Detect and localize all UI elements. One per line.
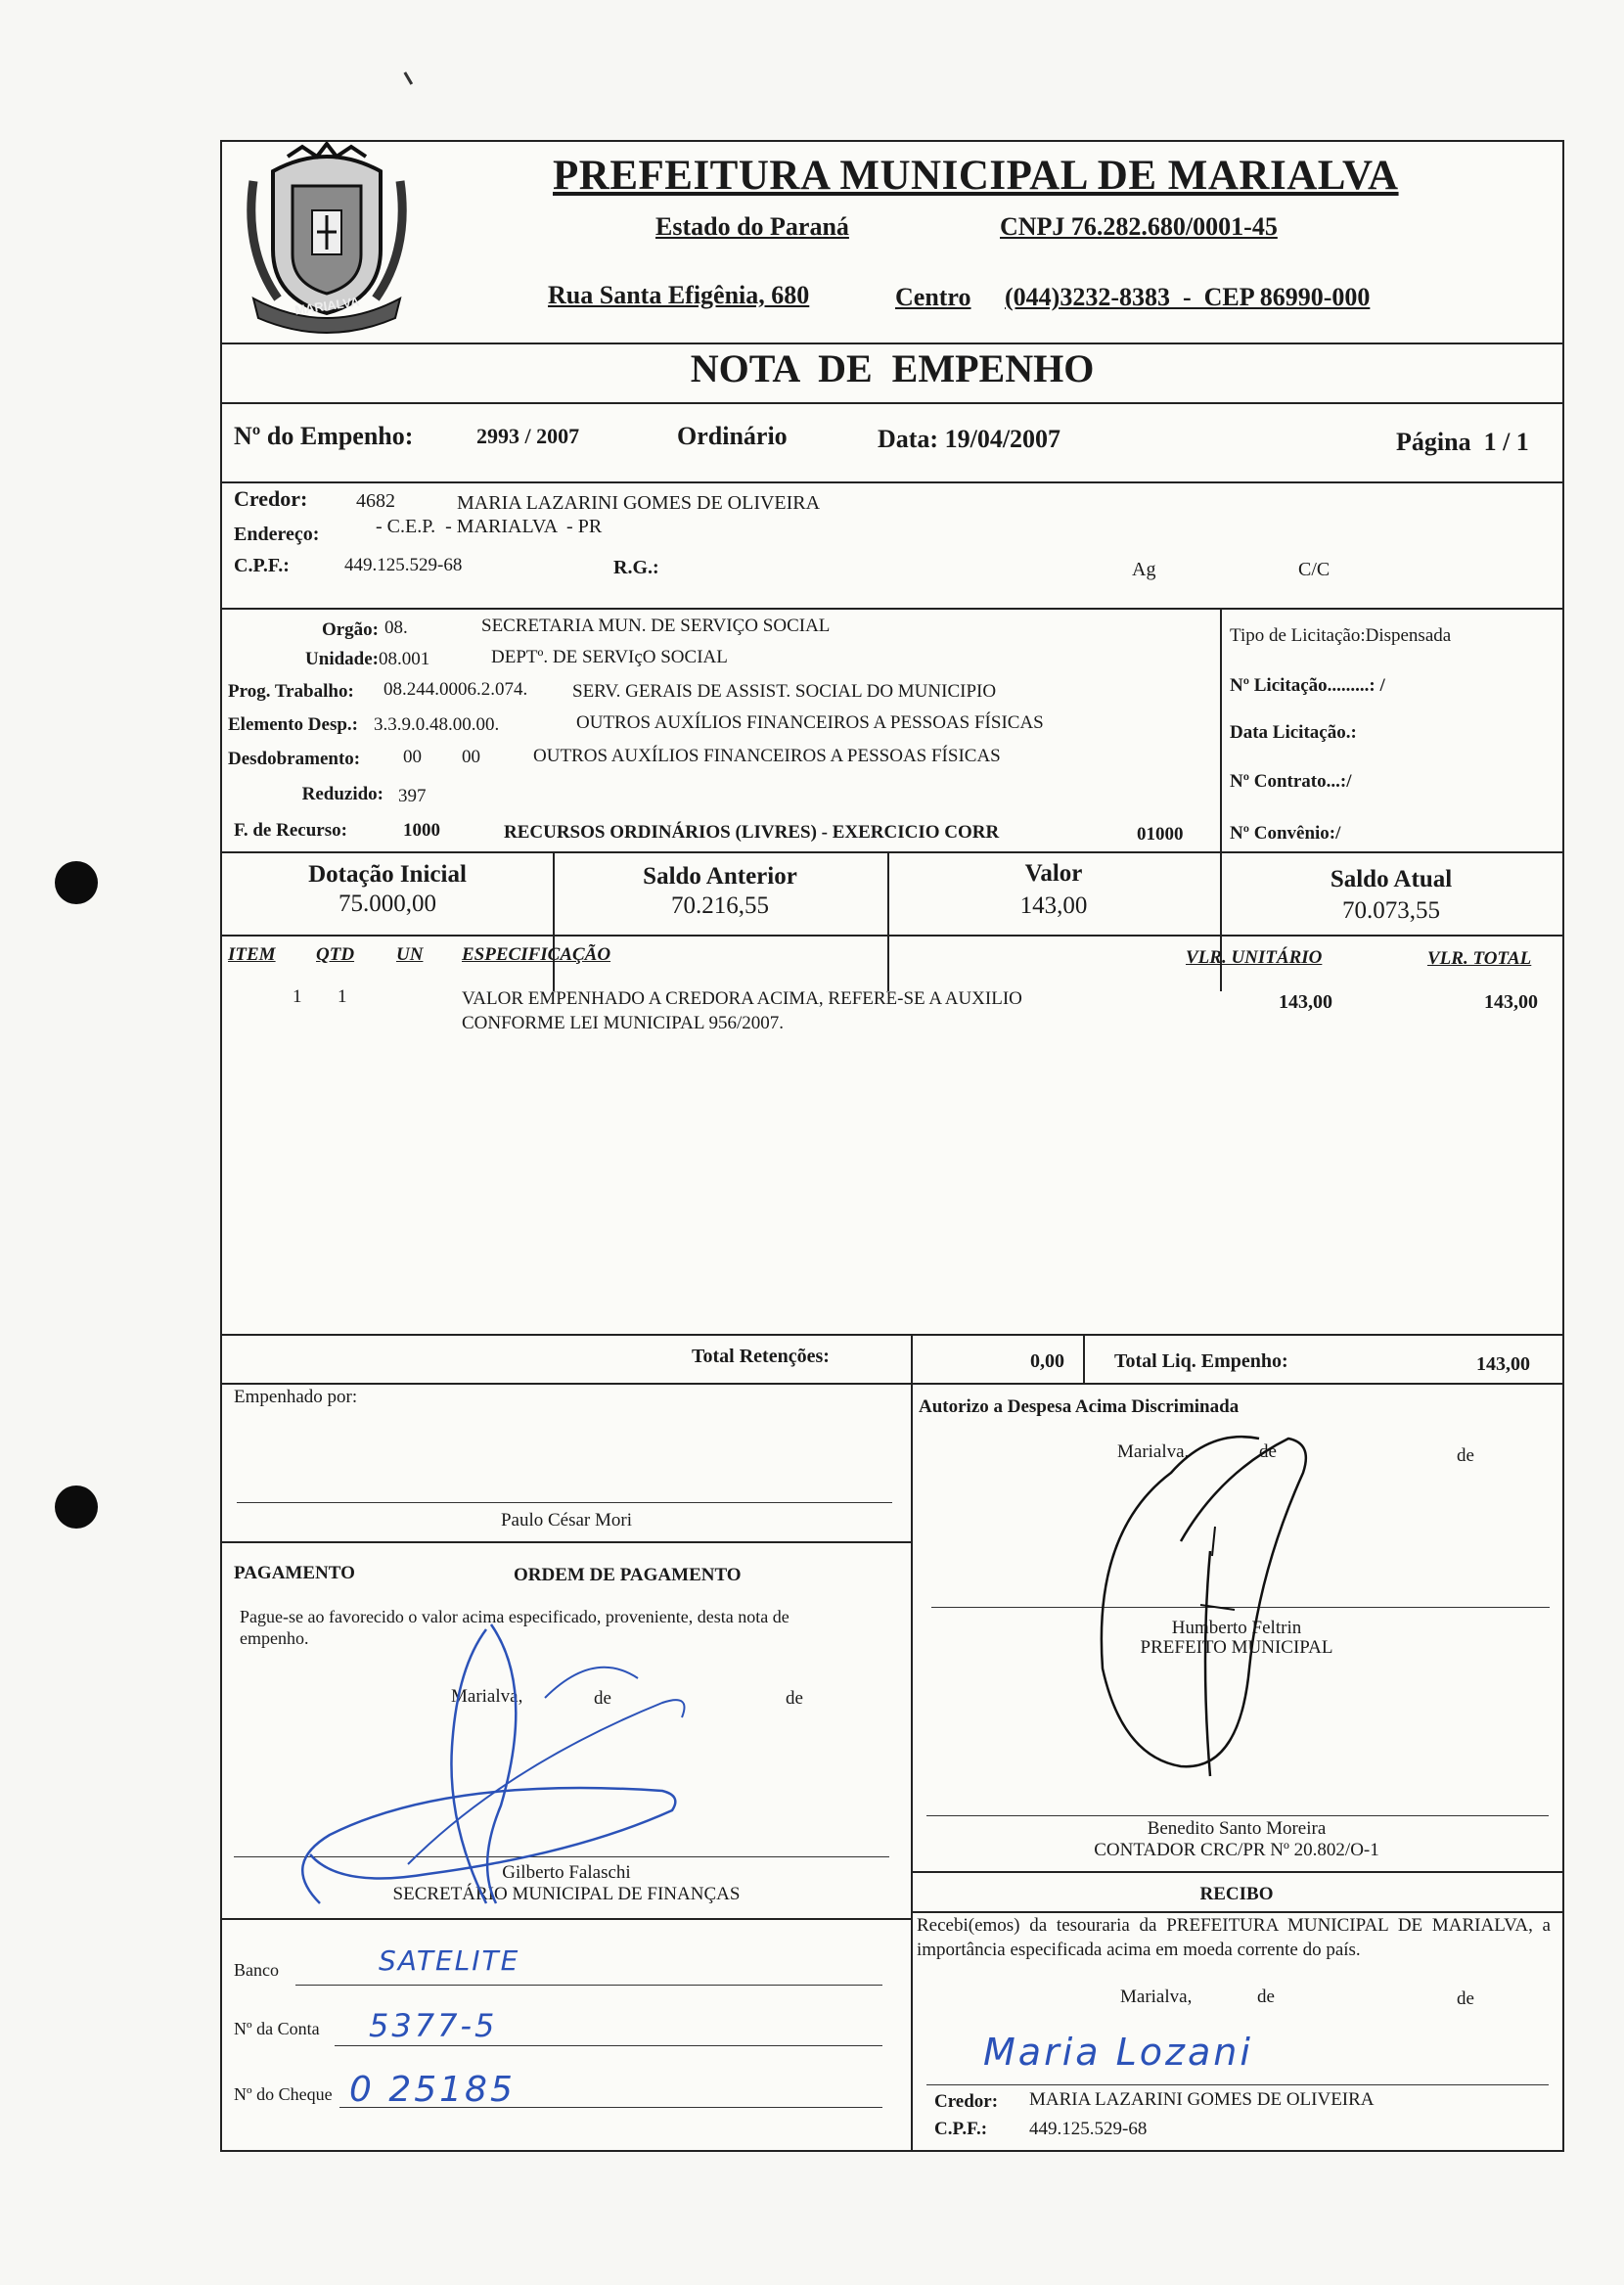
col-vlr-unitario: VLR. UNITÁRIO: [1186, 947, 1323, 968]
reduzido-label: Reduzido:: [301, 784, 383, 804]
col-vlr-total: VLR. TOTAL: [1427, 948, 1532, 969]
contador-name: Benedito Santo Moreira: [1147, 1818, 1327, 1839]
col-un: UN: [396, 944, 424, 965]
ag-label: Ag: [1132, 559, 1156, 580]
empenhado-por-name: Paulo César Mori: [500, 1510, 633, 1531]
numero-licitacao: Nº Licitação.........: /: [1230, 675, 1385, 696]
item-number: 1: [293, 986, 302, 1007]
ordem-pagamento-title: ORDEM DE PAGAMENTO: [514, 1565, 742, 1585]
prog-trabalho-value: 08.244.0006.2.074.: [383, 679, 528, 700]
prog-trabalho-desc: SERV. GERAIS DE ASSIST. SOCIAL DO MUNICIPIO: [572, 681, 997, 702]
saldo-atual-label: Saldo Atual: [1330, 866, 1453, 892]
unidade-label: Unidade:: [305, 649, 379, 669]
valor-label: Valor: [1024, 860, 1083, 887]
item-desc-line1: VALOR EMPENHADO A CREDORA ACIMA, REFERE-SE A AUXILIO: [462, 988, 1022, 1009]
nota-de-empenho-form: [220, 140, 1564, 2152]
unidade-value: 08.001: [379, 649, 430, 669]
recurso-label: F. de Recurso:: [234, 820, 347, 841]
header-state: Estado do Paraná: [655, 212, 849, 241]
item-desc-line2: CONFORME LEI MUNICIPAL 956/2007.: [462, 1013, 785, 1033]
cheque-value: 0 25185: [349, 2070, 516, 2110]
credor-code: 4682: [356, 490, 395, 512]
recurso-desc: RECURSOS ORDINÁRIOS (LIVRES) - EXERCICIO CORR: [504, 822, 1000, 843]
numero-contrato: Nº Contrato...:/: [1230, 771, 1352, 792]
autorizo-de-2: de: [1457, 1445, 1474, 1466]
recurso-code: 01000: [1137, 824, 1184, 845]
total-liquido-label: Total Liq. Empenho:: [1114, 1350, 1288, 1372]
orgao-label: Orgão:: [321, 619, 379, 640]
header-phone-cep: (044)3232-8383 - CEP 86990-000: [1005, 283, 1371, 311]
recibo-de-2: de: [1457, 1988, 1474, 2009]
punch-hole-top: [55, 861, 98, 904]
cpf-value: 449.125.529-68: [344, 555, 463, 575]
punch-hole-bottom: [55, 1485, 98, 1529]
recibo-city: Marialva,: [1120, 1987, 1193, 2007]
data-licitacao: Data Licitação.:: [1230, 722, 1357, 743]
pagamento-label: PAGAMENTO: [234, 1563, 355, 1583]
credor-label: Credor:: [234, 486, 308, 511]
col-item: ITEM: [228, 944, 276, 965]
autorizo-city: Marialva,: [1117, 1441, 1190, 1462]
conta-value: 5377-5: [369, 2007, 498, 2044]
tipo-licitacao: Tipo de Licitação:Dispensada: [1230, 625, 1452, 646]
endereco-value: - C.E.P. - MARIALVA - PR: [376, 516, 603, 537]
orgao-desc: SECRETARIA MUN. DE SERVIÇO SOCIAL: [481, 616, 831, 636]
prog-trabalho-label: Prog. Trabalho:: [228, 681, 354, 702]
unidade-desc: DEPTº. DE SERVIçO SOCIAL: [491, 647, 728, 667]
elemento-desp-label: Elemento Desp.:: [228, 714, 358, 735]
saldo-atual-value: 70.073,55: [1342, 897, 1440, 924]
dotacao-inicial-value: 75.000,00: [338, 891, 436, 917]
empenho-number: 2993 / 2007: [476, 424, 580, 448]
total-retencoes-value: 0,00: [1030, 1350, 1064, 1372]
recurso-value: 1000: [403, 820, 440, 841]
desdobramento-desc: OUTROS AUXÍLIOS FINANCEIROS A PESSOAS FÍSICAS: [533, 746, 1001, 766]
dotacao-inicial-label: Dotação Inicial: [308, 861, 467, 888]
prefeito-role: PREFEITO MUNICIPAL: [1140, 1637, 1333, 1658]
desdobramento-value-2: 00: [462, 747, 480, 767]
valor-value: 143,00: [1019, 892, 1088, 919]
header-title: PREFEITURA MUNICIPAL DE MARIALVA: [553, 153, 1399, 199]
numero-convenio: Nº Convênio:/: [1230, 823, 1341, 844]
recibo-credor-label: Credor:: [934, 2091, 999, 2112]
elemento-desp-desc: OUTROS AUXÍLIOS FINANCEIROS A PESSOAS FÍSICAS: [576, 712, 1044, 733]
autorizo-label: Autorizo a Despesa Acima Discriminada: [919, 1396, 1240, 1417]
ordem-pagamento-text: Pague-se ao favorecido o valor acima especificado, proveniente, desta nota de empenho.: [240, 1607, 789, 1648]
banco-label: Banco: [234, 1960, 279, 1980]
banco-value: SATELITE: [379, 1944, 520, 1977]
autorizo-de-1: de: [1259, 1441, 1277, 1462]
credor-signature: Maria Lozani: [983, 2031, 1253, 2074]
rg-label: R.G.:: [613, 557, 659, 578]
prefeito-name: Humberto Feltrin: [1171, 1618, 1302, 1638]
recibo-text: Recebi(emos) da tesouraria da PREFEITURA MUNICIPAL DE MARIALVA, a importância especificada acima em moeda corrente do país.: [917, 1915, 1551, 1960]
pagamento-city: Marialva,: [451, 1686, 523, 1707]
header-district: Centro: [895, 283, 971, 311]
item-vlr-unitario: 143,00: [1279, 991, 1332, 1013]
recibo-cpf-label: C.P.F.:: [934, 2119, 988, 2139]
cheque-label: Nº do Cheque: [234, 2084, 333, 2104]
header-street: Rua Santa Efigênia, 680: [548, 281, 810, 309]
total-liquido-value: 143,00: [1476, 1353, 1530, 1375]
recibo-title: RECIBO: [1199, 1884, 1274, 1904]
saldo-anterior-label: Saldo Anterior: [643, 863, 797, 890]
empenho-type: Ordinário: [677, 422, 788, 450]
orgao-value: 08.: [384, 617, 408, 638]
recibo-cpf-value: 449.125.529-68: [1029, 2119, 1148, 2139]
cc-label: C/C: [1298, 559, 1331, 580]
empenho-date: Data: 19/04/2007: [878, 425, 1061, 453]
secretario-name: Gilberto Falaschi: [502, 1862, 631, 1883]
col-especificacao: ESPECIFICAÇÃO: [462, 944, 611, 965]
elemento-desp-value: 3.3.9.0.48.00.00.: [374, 714, 500, 735]
empenho-number-label: Nº do Empenho:: [234, 422, 414, 450]
pagamento-de-2: de: [786, 1688, 803, 1709]
desdobramento-value: 00: [403, 747, 422, 767]
empenhado-por-label: Empenhado por:: [234, 1387, 358, 1407]
desdobramento-label: Desdobramento:: [228, 749, 361, 769]
reduzido-value: 397: [398, 786, 427, 806]
scan-mark: [404, 66, 424, 85]
conta-label: Nº da Conta: [234, 2019, 320, 2038]
page-number: Página 1 / 1: [1396, 428, 1529, 456]
municipal-crest: [234, 142, 420, 338]
cpf-label: C.P.F.:: [234, 555, 290, 576]
saldo-anterior-value: 70.216,55: [671, 892, 769, 919]
endereco-label: Endereço:: [234, 524, 320, 545]
total-retencoes-label: Total Retenções:: [692, 1346, 830, 1367]
prefeito-signature-scribble: [1063, 1434, 1318, 1786]
item-qtd: 1: [338, 986, 347, 1007]
recibo-de-1: de: [1257, 1987, 1275, 2007]
secretario-role: SECRETÁRIO MUNICIPAL DE FINANÇAS: [392, 1884, 741, 1904]
crest-ribbon-text: MARIALVA: [293, 294, 361, 318]
contador-role: CONTADOR CRC/PR Nº 20.802/O-1: [1094, 1840, 1379, 1860]
col-qtd: QTD: [316, 944, 355, 965]
doc-title: NOTA DE EMPENHO: [690, 346, 1095, 390]
header-cnpj: CNPJ 76.282.680/0001-45: [1000, 212, 1278, 241]
credor-name: MARIA LAZARINI GOMES DE OLIVEIRA: [457, 492, 821, 514]
pagamento-de-1: de: [594, 1688, 611, 1709]
recibo-credor-name: MARIA LAZARINI GOMES DE OLIVEIRA: [1029, 2089, 1375, 2110]
item-vlr-total: 143,00: [1484, 991, 1538, 1013]
